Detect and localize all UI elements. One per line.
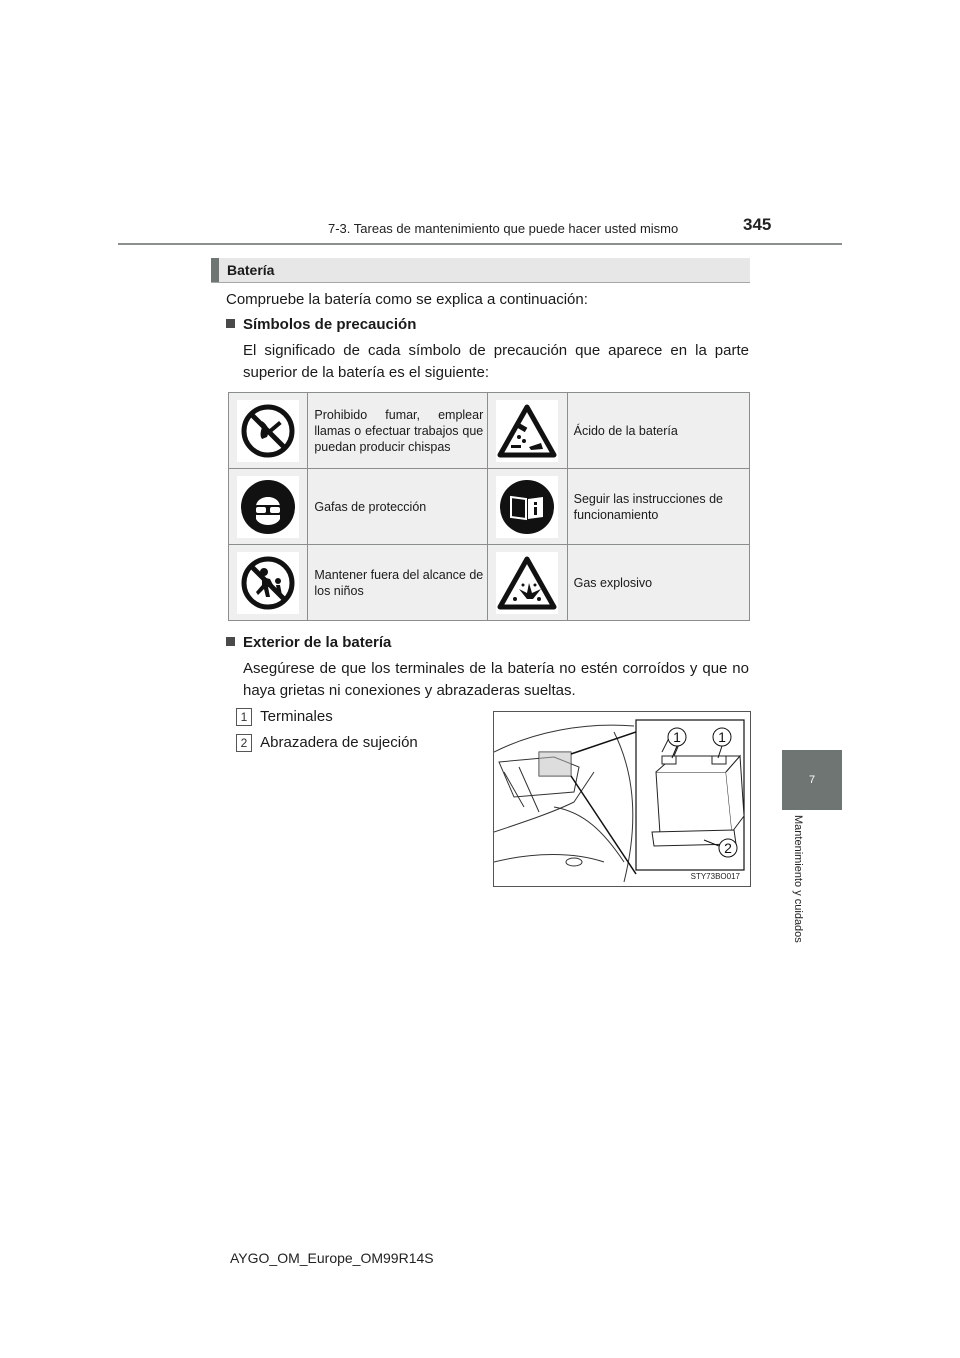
no-smoking-flames-icon xyxy=(240,403,296,459)
chapter-label: Mantenimiento y cuidados xyxy=(792,815,804,943)
header-divider xyxy=(118,243,842,245)
keep-away-children-icon xyxy=(240,555,296,611)
read-instructions-icon xyxy=(499,479,555,535)
document-id: AYGO_OM_Europe_OM99R14S xyxy=(230,1250,434,1266)
section-intro: Compruebe la batería como se explica a continuación: xyxy=(226,291,588,308)
battery-illustration xyxy=(493,711,751,887)
legend-label: Abrazadera de sujeción xyxy=(260,734,418,751)
chapter-tab xyxy=(782,750,842,810)
section-heading-bar xyxy=(211,258,219,282)
bullet-square-icon xyxy=(226,319,235,328)
symbols-subheading xyxy=(226,316,416,333)
icon-cell xyxy=(229,469,308,545)
icon-cell xyxy=(488,469,567,545)
symbol-text: Ácido de la batería xyxy=(567,393,749,469)
callout-number: 2 xyxy=(236,734,252,752)
symbol-text: Gafas de protección xyxy=(308,469,488,545)
icon-cell xyxy=(488,393,567,469)
explosive-gas-icon xyxy=(497,555,557,611)
callout-1a: 1 xyxy=(673,729,681,745)
exterior-subheading xyxy=(226,634,391,651)
bullet-square-icon xyxy=(226,637,235,646)
table-row xyxy=(229,393,750,469)
chapter-number: 7 xyxy=(808,774,816,786)
legend-label: Terminales xyxy=(260,708,333,725)
symbols-title: Símbolos de precaución xyxy=(243,316,417,333)
exterior-title: Exterior de la batería xyxy=(243,634,392,651)
icon-cell xyxy=(488,545,567,621)
symbol-text: Seguir las instrucciones de funcionamiento xyxy=(567,469,749,545)
callout-1b: 1 xyxy=(718,729,726,745)
symbols-description: El significado de cada símbolo de precaución que aparece en la parte superior de la batería es el siguiente: xyxy=(243,342,749,381)
legend-item xyxy=(236,732,418,754)
table-row xyxy=(229,469,750,545)
safety-goggles-icon xyxy=(240,479,296,535)
chapter-side-label xyxy=(770,815,830,970)
callout-number: 1 xyxy=(236,708,252,726)
section-title: Batería xyxy=(227,262,275,278)
symbol-text: Prohibido fumar, emplear llamas o efectuar trabajos que puedan producir chispas xyxy=(308,393,488,469)
table-row xyxy=(229,545,750,621)
battery-drawing xyxy=(494,712,750,886)
section-heading xyxy=(211,258,750,283)
symbols-table xyxy=(228,392,750,621)
icon-cell xyxy=(229,545,308,621)
icon-cell xyxy=(229,393,308,469)
running-header: 7-3. Tareas de mantenimiento que puede hacer usted mismo xyxy=(328,221,679,236)
figure-code: STY73BO017 xyxy=(690,872,740,881)
symbol-text: Mantener fuera del alcance de los niños xyxy=(308,545,488,621)
page-number: 345 xyxy=(743,215,772,234)
legend-item xyxy=(236,706,333,728)
callout-2: 2 xyxy=(724,840,732,856)
symbol-text: Gas explosivo xyxy=(567,545,749,621)
battery-acid-icon xyxy=(497,403,557,459)
exterior-description: Asegúrese de que los terminales de la batería no estén corroídos y que no haya grietas ni conexiones y abrazaderas sueltas. xyxy=(243,660,749,699)
